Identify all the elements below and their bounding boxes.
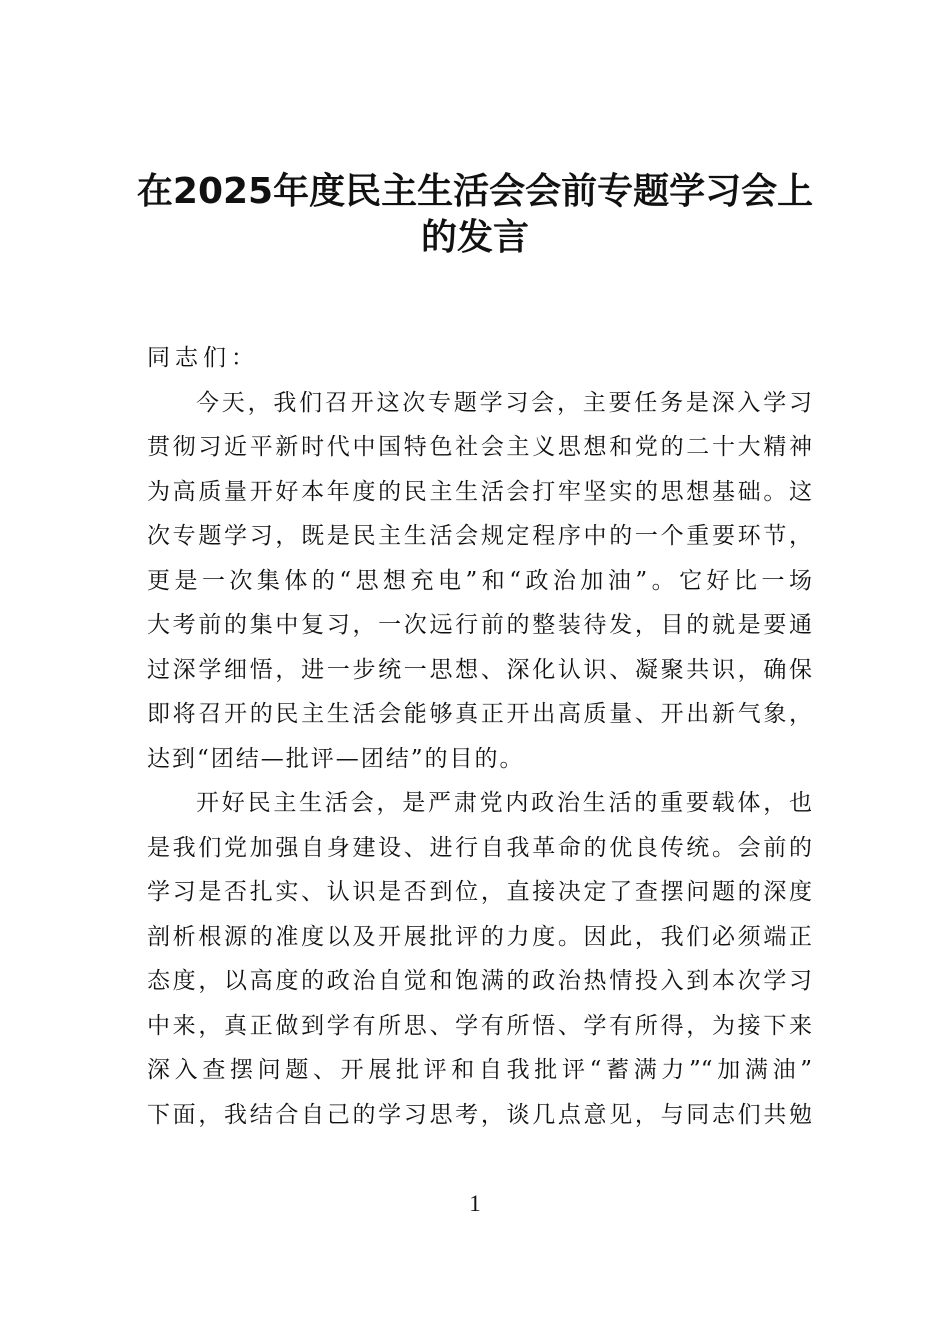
paragraph-2-line: 中来，真正做到学有所思、学有所悟、学有所得，为接下来 xyxy=(147,1013,812,1039)
paragraph-2-line: 下面，我结合自己的学习思考，谈几点意见，与同志们共勉 xyxy=(147,1102,812,1128)
paragraph-1-line: 达到“团结—批评—团结”的目的。 xyxy=(147,746,525,772)
paragraph-1-line: 大考前的集中复习，一次远行前的整装待发，目的就是要通 xyxy=(147,612,812,638)
paragraph-1-line: 次专题学习，既是民主生活会规定程序中的一个重要环节， xyxy=(147,523,812,549)
document-title-line-2: 的发言 xyxy=(420,217,529,258)
page-number: 1 xyxy=(469,1191,481,1216)
paragraph-2-line: 态度，以高度的政治自觉和饱满的政治热情投入到本次学习 xyxy=(147,968,812,994)
paragraph-2-line: 是我们党加强自身建设、进行自我革命的优良传统。会前的 xyxy=(147,835,812,861)
paragraph-2-line: 深入查摆问题、开展批评和自我批评“蓄满力”“加满油” xyxy=(147,1057,812,1083)
paragraph-2-line: 剖析根源的准度以及开展批评的力度。因此，我们必须端正 xyxy=(147,924,812,950)
paragraph-1-line: 贯彻习近平新时代中国特色社会主义思想和党的二十大精神 xyxy=(147,434,812,460)
paragraph-1-line: 今天，我们召开这次专题学习会，主要任务是深入学习 xyxy=(196,390,812,416)
paragraph-2-line: 学习是否扎实、认识是否到位，直接决定了查摆问题的深度 xyxy=(147,879,812,905)
salutation: 同志们： xyxy=(147,345,259,371)
document-title-line-1: 在2025年度民主生活会会前专题学习会上 xyxy=(136,171,814,212)
paragraph-1-line: 更是一次集体的“思想充电”和“政治加油”。它好比一场 xyxy=(147,568,812,594)
paragraph-1-line: 过深学细悟，进一步统一思想、深化认识、凝聚共识，确保 xyxy=(147,657,812,683)
paragraph-2-line: 开好民主生活会，是严肃党内政治生活的重要载体，也 xyxy=(196,790,812,816)
paragraph-1-line: 为高质量开好本年度的民主生活会打牢坚实的思想基础。这 xyxy=(147,479,812,505)
paragraph-1-line: 即将召开的民主生活会能够真正开出高质量、开出新气象， xyxy=(147,701,812,727)
